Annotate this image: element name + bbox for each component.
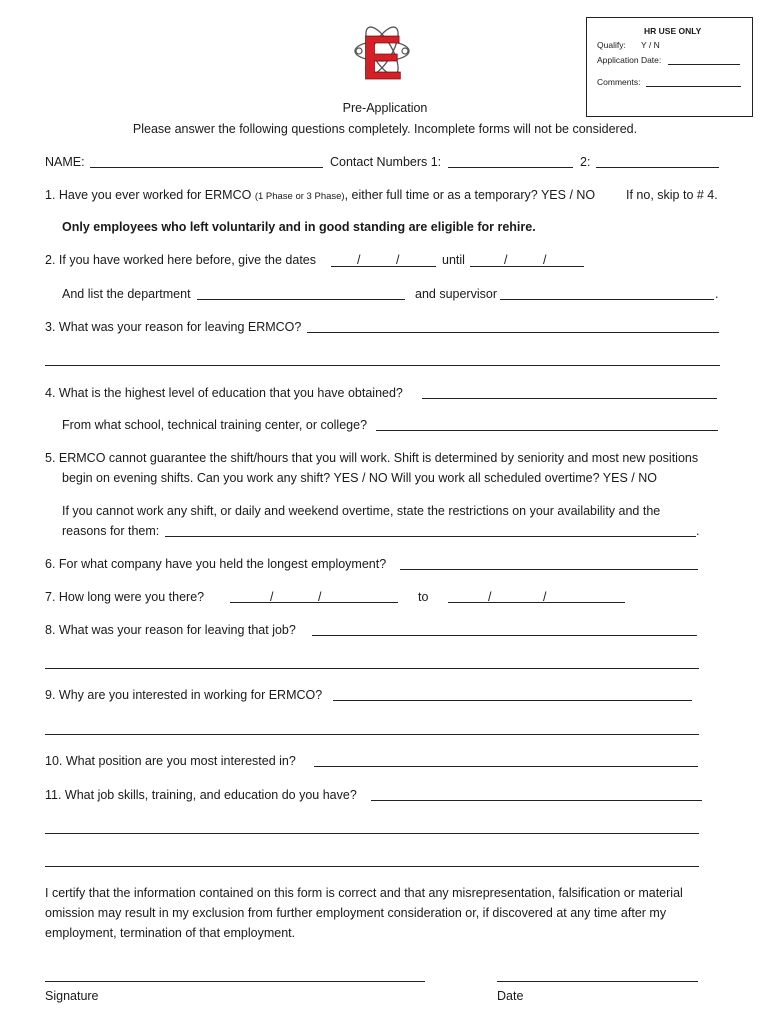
question-11-answer-line-3[interactable] [45,866,699,867]
question-3: 3. What was your reason for leaving ERMCO? [45,320,302,334]
rehire-note: Only employees who left voluntarily and in good standing are eligible for rehire. [62,220,536,234]
page-title: Pre-Application [342,101,428,115]
question-1-text-b[interactable]: , either full time or as a temporary? YES / NO [344,188,596,202]
question-4: 4. What is the highest level of education that you have obtained? [45,386,403,400]
question-5-line-2[interactable]: begin on evening shifts. Can you work any shift? YES / NO Will you work all scheduled overtime? YES / NO [62,471,657,485]
restrictions-period: . [696,524,700,538]
question-8: 8. What was your reason for leaving that job? [45,623,296,637]
certification-line-2: omission may result in my exclusion from further employment consideration or, if discovered at any time after my [45,906,667,920]
question-9-answer[interactable] [333,700,692,701]
supervisor-label: and supervisor [415,287,497,301]
question-10-answer[interactable] [314,766,698,767]
application-date-field[interactable] [668,64,740,65]
certification-line-3: employment, termination of that employment. [45,926,296,940]
question-9-answer-line-2[interactable] [45,734,699,735]
supervisor-field[interactable] [500,299,714,300]
instructions: Please answer the following questions completely. Incomplete forms will not be considered. [132,122,638,136]
application-date-label: Application Date: [597,55,662,65]
logo-letter: E [361,24,403,85]
qualify-label: Qualify: [597,40,626,50]
end-date-field[interactable] [470,266,584,267]
contact-number-2-field[interactable] [596,167,719,168]
date-slash: / [357,253,361,267]
date-slash: / [270,590,274,604]
question-9: 9. Why are you interested in working for ERMCO? [45,688,323,702]
question-3-answer-line-2[interactable] [45,365,720,366]
date-field[interactable] [497,981,698,982]
question-5-line-1: 5. ERMCO cannot guarantee the shift/hours that you will work. Shift is determined by seniority and most new positions [45,451,699,465]
signature-field[interactable] [45,981,425,982]
question-3-answer[interactable] [307,332,719,333]
certification-line-1: I certify that the information contained on this form is correct and that any misrepresentation, falsification or material [45,886,683,900]
date-slash: / [543,253,547,267]
date-label: Date [497,989,524,1003]
question-7: 7. How long were you there? [45,590,205,604]
employment-end-field[interactable] [448,602,625,603]
supervisor-period: . [715,287,719,301]
date-slash: / [318,590,322,604]
ermco-logo [352,17,412,85]
question-10: 10. What position are you most interested in? [45,754,296,768]
date-slash: / [504,253,508,267]
department-field[interactable] [197,299,405,300]
question-1-phase-note: (1 Phase or 3 Phase) [254,191,345,202]
question-2: 2. If you have worked here before, give the dates [45,253,317,267]
comments-field[interactable] [646,86,741,87]
question-1 [45,188,595,204]
contact-number-1-label: Contact Numbers 1: [330,155,442,169]
qualify-options[interactable]: Y / N [641,40,660,50]
start-date-field[interactable] [331,266,436,267]
date-slash: / [543,590,547,604]
question-1-skip: If no, skip to # 4. [626,188,718,202]
question-5-line-3: If you cannot work any shift, or daily and weekend overtime, state the restrictions on your availability and the [62,504,661,518]
employment-start-field[interactable] [230,602,398,603]
question-6: 6. For what company have you held the longest employment? [45,557,387,571]
signature-label: Signature [45,989,99,1003]
name-field[interactable] [90,167,323,168]
question-8-answer-line-2[interactable] [45,668,699,669]
hr-box-title: HR USE ONLY [644,26,702,36]
contact-number-2-label: 2: [580,155,591,169]
question-8-answer[interactable] [312,635,697,636]
to-label: to [418,590,429,604]
contact-number-1-field[interactable] [448,167,573,168]
name-label: NAME: [45,155,85,169]
question-11: 11. What job skills, training, and education do you have? [45,788,357,802]
question-5-line-4: reasons for them: [62,524,160,538]
restrictions-answer[interactable] [165,536,696,537]
question-6-answer[interactable] [400,569,698,570]
school-answer[interactable] [376,430,718,431]
date-slash: / [488,590,492,604]
question-1-text-a: 1. Have you ever worked for ERMCO [45,188,252,202]
department-label: And list the department [62,287,191,301]
date-slash: / [396,253,400,267]
comments-label: Comments: [597,77,641,87]
school-question: From what school, technical training center, or college? [62,418,368,432]
question-11-answer[interactable] [371,800,702,801]
until-label: until [442,253,465,267]
question-11-answer-line-2[interactable] [45,833,699,834]
question-4-answer[interactable] [422,398,717,399]
logo-dot [402,48,408,54]
